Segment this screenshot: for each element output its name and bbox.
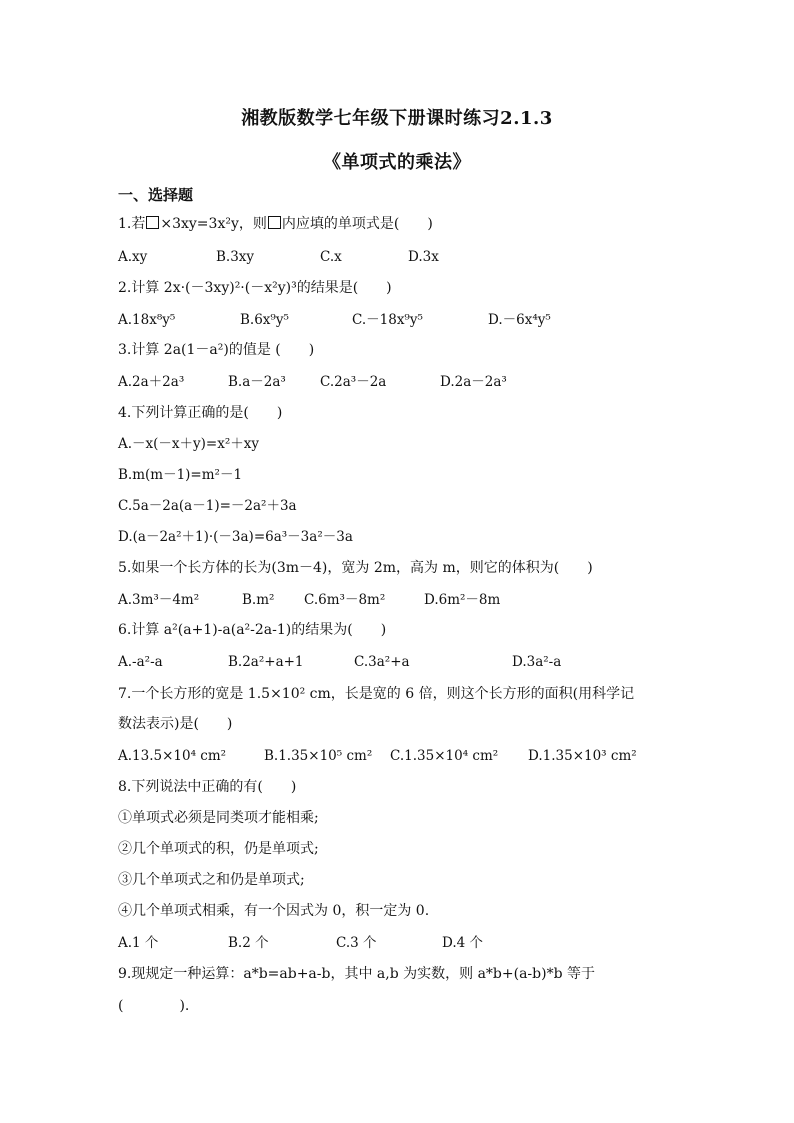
question-6-stem: 6.计算 a²(a+1)-a(a²-2a-1)的结果为( ) <box>118 622 387 638</box>
question-4-stem: 4.下列计算正确的是( ) <box>118 405 283 421</box>
question-2-stem: 2.计算 2x·(－3xy)²·(－x²y)³的结果是( ) <box>118 280 392 296</box>
q6-option-d: D.3a²-a <box>512 654 562 670</box>
question-8-stem: 8.下列说法中正确的有( ) <box>118 779 297 795</box>
section-heading: 一、选择题 <box>118 186 194 204</box>
q4-option-d: D.(a－2a²＋1)·(－3a)=6a³－3a²－3a <box>118 529 353 545</box>
q4-option-a: A.－x(－x＋y)=x²＋xy <box>118 436 260 452</box>
question-9-blank: ( ). <box>118 998 190 1014</box>
question-7-stem-line2: 数法表示)是( ) <box>118 716 233 732</box>
blank-box-icon <box>268 216 281 229</box>
q8-statement-1: ①单项式必须是同类项才能相乘; <box>118 810 319 826</box>
q5-option-b: B.m² <box>242 592 275 608</box>
q5-option-a: A.3m³－4m² <box>118 592 200 608</box>
document-subtitle: 《单项式的乘法》 <box>323 152 471 173</box>
q8-option-d: D.4 个 <box>442 935 484 951</box>
q8-option-c: C.3 个 <box>336 935 377 951</box>
question-7-stem-line1: 7.一个长方形的宽是 1.5×10² cm，长是宽的 6 倍，则这个长方形的面积(用科学记 <box>118 686 635 702</box>
q3-option-d: D.2a－2a³ <box>440 374 507 390</box>
q4-option-b: B.m(m－1)=m²－1 <box>118 467 243 483</box>
q8-option-a: A.1 个 <box>118 935 159 951</box>
q5-option-c: C.6m³－8m² <box>304 592 386 608</box>
q8-statement-3: ③几个单项式之和仍是单项式; <box>118 872 305 888</box>
blank-box-icon <box>146 216 159 229</box>
q5-option-d: D.6m²－8m <box>424 592 501 608</box>
question-9-stem: 9.现规定一种运算：a*b=ab+a-b，其中 a,b 为实数，则 a*b+(a-b)*b 等于 <box>118 966 595 982</box>
q1-option-a: A.xy <box>118 249 148 265</box>
question-5-stem: 5.如果一个长方体的长为(3m－4)，宽为 2m，高为 m，则它的体积为( ) <box>118 560 593 576</box>
q7-option-a: A.13.5×10⁴ cm² <box>118 748 227 764</box>
q3-option-c: C.2a³－2a <box>320 374 387 390</box>
q3-option-b: B.a－2a³ <box>228 374 286 390</box>
q3-option-a: A.2a＋2a³ <box>118 374 185 390</box>
q6-option-a: A.-a²-a <box>118 654 163 670</box>
q7-option-d: D.1.35×10³ cm² <box>528 748 637 764</box>
q8-option-b: B.2 个 <box>228 935 269 951</box>
q6-option-b: B.2a²+a+1 <box>228 654 304 670</box>
q4-option-c: C.5a－2a(a－1)=－2a²＋3a <box>118 498 297 514</box>
q7-option-c: C.1.35×10⁴ cm² <box>390 748 499 764</box>
q8-statement-2: ②几个单项式的积，仍是单项式; <box>118 841 319 857</box>
q2-option-b: B.6x⁹y⁵ <box>240 312 289 328</box>
q2-option-d: D.－6x⁴y⁵ <box>488 312 551 328</box>
q2-option-a: A.18x⁸y⁵ <box>118 312 176 328</box>
q7-option-b: B.1.35×10⁵ cm² <box>264 748 373 764</box>
q1-option-d: D.3x <box>408 249 439 265</box>
document-title: 湘教版数学七年级下册课时练习2.1.3 <box>241 108 553 129</box>
question-3-stem: 3.计算 2a(1－a²)的值是 ( ) <box>118 342 315 358</box>
q6-option-c: C.3a²+a <box>354 654 410 670</box>
q8-statement-4: ④几个单项式相乘，有一个因式为 0，积一定为 0. <box>118 903 430 919</box>
q2-option-c: C.－18x⁹y⁵ <box>352 312 423 328</box>
q1-option-c: C.x <box>320 249 342 265</box>
question-1-stem: 1.若 ×3xy=3x²y，则 内应填的单项式是( ) <box>118 216 433 232</box>
q1-option-b: B.3xy <box>216 249 255 265</box>
